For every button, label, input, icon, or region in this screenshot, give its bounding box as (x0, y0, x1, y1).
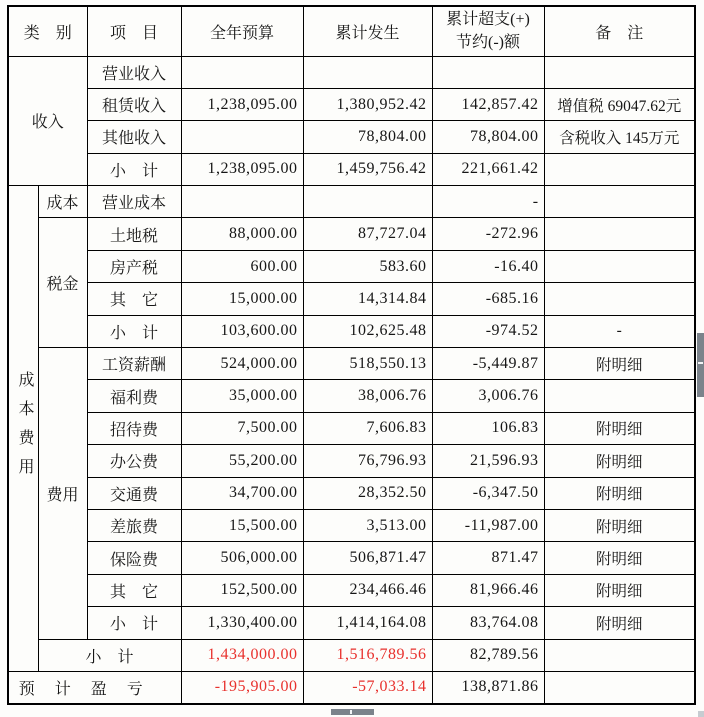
header-budget: 全年预算 (181, 6, 303, 56)
table-row-expense-subtotal (8, 607, 695, 639)
income-category-cell: 收入 (8, 56, 87, 186)
header-row (8, 6, 695, 56)
remark-cell (544, 218, 695, 250)
expense-subcategory-cell: 费用 (38, 348, 87, 640)
item-cell: 福利费 (87, 380, 181, 412)
table-row-other-income (8, 121, 695, 153)
actual-cell: 102,625.48 (303, 315, 432, 347)
variance-cell: - (432, 186, 544, 218)
remark-cell (544, 639, 695, 671)
table-row-office (8, 445, 695, 477)
remark-cell: 含税收入 145万元 (544, 121, 695, 153)
budget-cell: 34,700.00 (181, 477, 303, 509)
remark-cell: 附明细 (544, 348, 695, 380)
actual-cell: 38,006.76 (303, 380, 432, 412)
variance-cell: -6,347.50 (432, 477, 544, 509)
budget-cell: 1,434,000.00 (181, 639, 303, 671)
item-cell: 其 它 (87, 574, 181, 606)
table-row-land-tax (8, 218, 695, 250)
actual-cell (303, 56, 432, 88)
scrollbar-corner (698, 711, 704, 717)
remark-cell: 附明细 (544, 542, 695, 574)
header-variance-line2: 节约(-)额 (456, 34, 521, 52)
cost-expense-category-cell (8, 186, 38, 672)
budget-cell: 103,600.00 (181, 315, 303, 347)
actual-cell: 7,606.83 (303, 412, 432, 444)
header-actual: 累计发生 (303, 6, 432, 56)
scrollbar-grip (350, 710, 352, 714)
variance-cell: 106.83 (432, 412, 544, 444)
budget-cell: 88,000.00 (181, 218, 303, 250)
tax-subcategory-cell: 税金 (38, 218, 87, 348)
actual-cell: 14,314.84 (303, 283, 432, 315)
variance-cell: -974.52 (432, 315, 544, 347)
variance-cell: 871.47 (432, 542, 544, 574)
remark-cell (544, 671, 695, 703)
cost-expense-vertical-label: 成本费用 (16, 370, 33, 487)
table-row-cost-expense-subtotal (8, 639, 695, 671)
budget-cell: -195,905.00 (181, 671, 303, 703)
variance-cell: 82,789.56 (432, 639, 544, 671)
budget-cell: 152,500.00 (181, 574, 303, 606)
variance-cell: -5,449.87 (432, 348, 544, 380)
budget-cell: 1,238,095.00 (181, 88, 303, 120)
table-row-rental-income (8, 88, 695, 120)
budget-cell: 600.00 (181, 250, 303, 282)
table-row-insurance (8, 542, 695, 574)
actual-cell: 87,727.04 (303, 218, 432, 250)
budget-cell (181, 56, 303, 88)
item-cell: 交通费 (87, 477, 181, 509)
table-row-income-subtotal (8, 153, 695, 185)
remark-cell: 附明细 (544, 574, 695, 606)
budget-cell (181, 186, 303, 218)
item-cell: 办公费 (87, 445, 181, 477)
budget-cell: 1,238,095.00 (181, 153, 303, 185)
budget-cell: 55,200.00 (181, 445, 303, 477)
remark-cell: 附明细 (544, 509, 695, 541)
variance-cell: 21,596.93 (432, 445, 544, 477)
remark-cell (544, 283, 695, 315)
remark-cell: 附明细 (544, 412, 695, 444)
budget-cell: 1,330,400.00 (181, 607, 303, 639)
remark-cell: 增值税 69047.62元 (544, 88, 695, 120)
variance-cell: -11,987.00 (432, 509, 544, 541)
remark-cell (544, 250, 695, 282)
table-row-welfare (8, 380, 695, 412)
actual-cell: 28,352.50 (303, 477, 432, 509)
item-cell: 营业收入 (87, 56, 181, 88)
remark-cell: 附明细 (544, 445, 695, 477)
item-cell: 小 计 (87, 607, 181, 639)
item-cell: 其 它 (87, 283, 181, 315)
header-item: 项 目 (87, 6, 181, 56)
item-cell: 其他收入 (87, 121, 181, 153)
variance-cell: 81,966.46 (432, 574, 544, 606)
variance-cell: -272.96 (432, 218, 544, 250)
variance-cell: 138,871.86 (432, 671, 544, 703)
remark-cell (544, 380, 695, 412)
budget-table (7, 5, 696, 705)
vertical-scrollbar-thumb[interactable] (697, 333, 704, 397)
budget-cell: 7,500.00 (181, 412, 303, 444)
actual-cell: 506,871.47 (303, 542, 432, 574)
actual-cell: 583.60 (303, 250, 432, 282)
item-cell: 小 计 (87, 153, 181, 185)
actual-cell: 78,804.00 (303, 121, 432, 153)
table-row-property-tax (8, 250, 695, 282)
remark-cell: 附明细 (544, 607, 695, 639)
budget-cell: 15,500.00 (181, 509, 303, 541)
header-category: 类 别 (8, 6, 87, 56)
actual-cell: 1,380,952.42 (303, 88, 432, 120)
variance-cell: -16.40 (432, 250, 544, 282)
item-cell: 保险费 (87, 542, 181, 574)
item-cell: 招待费 (87, 412, 181, 444)
item-cell: 小 计 (38, 639, 181, 671)
remark-cell (544, 186, 695, 218)
variance-cell: 221,661.42 (432, 153, 544, 185)
budget-cell: 524,000.00 (181, 348, 303, 380)
item-cell: 工资薪酬 (87, 348, 181, 380)
item-cell: 房产税 (87, 250, 181, 282)
actual-cell (303, 186, 432, 218)
item-cell: 小 计 (87, 315, 181, 347)
table-row-salary (8, 348, 695, 380)
item-cell: 营业成本 (87, 186, 181, 218)
table-row-operating-income (8, 56, 695, 88)
budget-cell (181, 121, 303, 153)
variance-cell (432, 56, 544, 88)
actual-cell: 1,459,756.42 (303, 153, 432, 185)
remark-cell: 附明细 (544, 477, 695, 509)
remark-cell: - (544, 315, 695, 347)
actual-cell: 518,550.13 (303, 348, 432, 380)
variance-cell: 3,006.76 (432, 380, 544, 412)
remark-cell (544, 153, 695, 185)
header-remark: 备 注 (544, 6, 695, 56)
budget-cell: 15,000.00 (181, 283, 303, 315)
profit-loss-label-cell: 预 计 盈 亏 (8, 671, 181, 703)
variance-cell: 142,857.42 (432, 88, 544, 120)
table-row-transport (8, 477, 695, 509)
item-cell: 差旅费 (87, 509, 181, 541)
table-row-travel (8, 509, 695, 541)
actual-cell: -57,033.14 (303, 671, 432, 703)
horizontal-scrollbar-thumb[interactable] (331, 709, 374, 715)
remark-cell (544, 56, 695, 88)
table-row-tax-subtotal (8, 315, 695, 347)
actual-cell: 76,796.93 (303, 445, 432, 477)
item-cell: 租赁收入 (87, 88, 181, 120)
budget-cell: 506,000.00 (181, 542, 303, 574)
actual-cell: 1,414,164.08 (303, 607, 432, 639)
scrollbar-grip (698, 362, 703, 364)
cost-subcategory-cell: 成本 (38, 186, 87, 218)
actual-cell: 1,516,789.56 (303, 639, 432, 671)
header-variance-line1: 累计超支(+) (446, 11, 530, 29)
table-row-expense-other (8, 574, 695, 606)
table-row-projected-profit-loss (8, 671, 695, 703)
actual-cell: 3,513.00 (303, 509, 432, 541)
table-row-tax-other (8, 283, 695, 315)
variance-cell: 78,804.00 (432, 121, 544, 153)
table-row-operating-cost (8, 186, 695, 218)
header-variance (432, 6, 544, 56)
item-cell: 土地税 (87, 218, 181, 250)
table-row-entertainment (8, 412, 695, 444)
actual-cell: 234,466.46 (303, 574, 432, 606)
variance-cell: 83,764.08 (432, 607, 544, 639)
variance-cell: -685.16 (432, 283, 544, 315)
budget-cell: 35,000.00 (181, 380, 303, 412)
